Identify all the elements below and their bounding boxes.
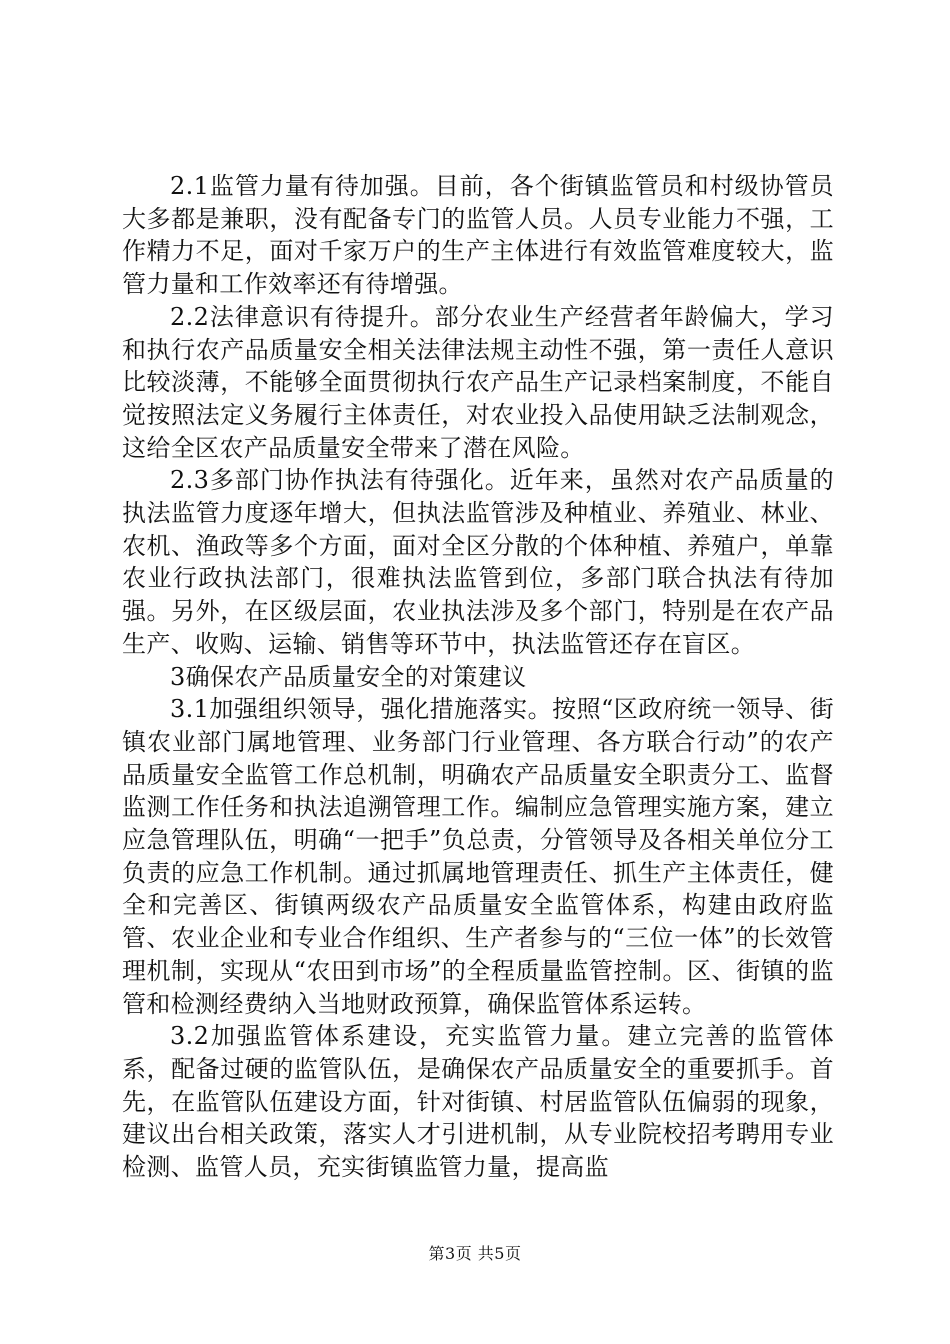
paragraph-2-1: 2.1监管力量有待加强。目前，各个街镇监管员和村级协管员大多都是兼职，没有配备专门的监管人员。人员专业能力不强，工作精力不足，面对千家万户的生产主体进行有效监管难度较大，监管力量和工作效率还有待增强。	[122, 172, 834, 299]
page-number-footer: 第3页 共5页	[428, 1244, 522, 1263]
section-heading-3: 3确保农产品质量安全的对策建议	[170, 662, 527, 691]
paragraph-2-2: 2.2法律意识有待提升。部分农业生产经营者年龄偏大，学习和执行农产品质量安全相关法律法规主动性不强，第一责任人意识比较淡薄，不能够全面贯彻执行农产品生产记录档案制度，不能自觉按照法定义务履行主体责任，对农业投入品使用缺乏法制观念，这给全区农产品质量安全带来了潜在风险。	[122, 302, 834, 462]
document-body	[122, 170, 834, 1184]
paragraph-3-2: 3.2加强监管体系建设，充实监管力量。建立完善的监管体系，配备过硬的监管队伍，是确保农产品质量安全的重要抓手。首先，在监管队伍建设方面，针对街镇、村居监管队伍偏弱的现象，建议出台相关政策，落实人才引进机制，从专业院校招考聘用专业检测、监管人员，充实街镇监管力量，提高监	[122, 1022, 834, 1182]
paragraph-2-3: 2.3多部门协作执法有待强化。近年来，虽然对农产品质量的执法监管力度逐年增大，但执法监管涉及种植业、养殖业、林业、农机、渔政等多个方面，面对全区分散的个体种植、养殖户，单靠农业行政执法部门，很难执法监管到位，多部门联合执法有待加强。另外，在区级层面，农业执法涉及多个部门，特别是在农产品生产、收购、运输、销售等环节中，执法监管还存在盲区。	[122, 466, 834, 658]
paragraph-3-1: 3.1加强组织领导，强化措施落实。按照“区政府统一领导、街镇农业部门属地管理、业务部门行业管理、各方联合行动”的农产品质量安全监管工作总机制，明确农产品质量安全职责分工、监督监测工作任务和执法追溯管理工作。编制应急管理实施方案，建立应急管理队伍，明确“一把手”负总责，分管领导及各相关单位分工负责的应急工作机制。通过抓属地管理责任、抓生产主体责任，健全和完善区、街镇两级农产品质量安全监管体系，构建由政府监管、农业企业和专业合作组织、生产者参与的“三位一体”的长效管理机制，实现从“农田到市场”的全程质量监管控制。区、街镇的监管和检测经费纳入当地财政预算，确保监管体系运转。	[122, 695, 834, 1018]
